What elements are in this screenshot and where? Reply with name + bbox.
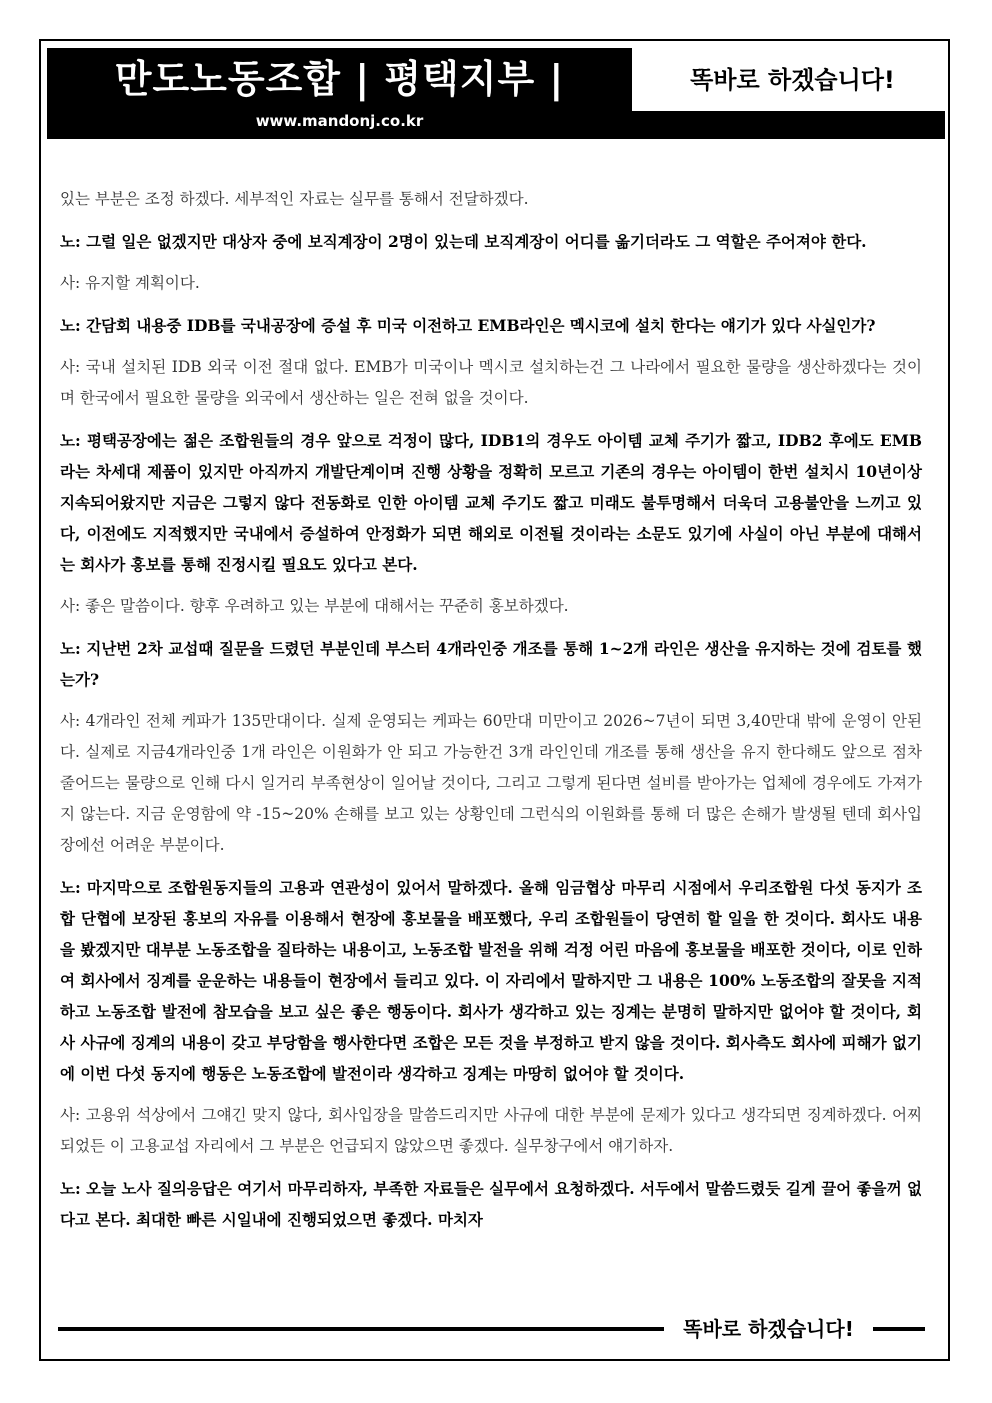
paragraph-company: 사: 고용위 석상에서 그얘긴 맞지 않다, 회사입장을 말씀드리지만 사규에 대한 부분에 문제가 있다고 생각되면 징계하겠다. 어찌되었든 이 고용교섭 자리에서 그 부분은 언급되지 않았으면 좋겠다. 실무창구에서 얘기하자. (60, 1106, 922, 1155)
paragraph-union: 노: 마지막으로 조합원동지들의 고용과 연관성이 있어서 말하겠다. 올해 임금협상 마무리 시점에서 우리조합원 다섯 동지가 조합 단협에 보장된 홍보의 자유를 이용해서 현장에 홍보물을 배포했다, 우리 조합원들이 당연히 할 일을 한 것이다. 회사도 내용을 봤겠지만 대부분 노동조합을 질타하는 내용이고, 노동조합 발전을 위해 걱정 어린 마음에 홍보물을 배포한 것이다, 이로 인하여 회사에서 징계를 운운하는 내용들이 현장에서 들리고 있다. 이 자리에서 말하지만 그 내용은 100% 노동조합의 잘못을 지적하고 노동조합 발전에 참모습을 보고 싶은 좋은 행동이다. 회사가 생각하고 있는 징계는 분명히 말하지만 없어야 할 것이다, 회사 사규에 징계의 내용이 갖고 부당함을 행사한다면 조합은 모든 것을 부정하고 받지 않을 것이다. 회사측도 회사에 피해가 없기에 이번 다섯 동지에 행동은 노동조합에 발전이라 생각하고 징계는 마땅히 없어야 할 것이다. (60, 878, 922, 1083)
paragraph-company: 사: 좋은 말씀이다. 향후 우려하고 있는 부분에 대해서는 꾸준히 홍보하겠다. (60, 597, 569, 615)
paragraph-company: 사: 국내 설치된 IDB 외국 이전 절대 없다. EMB가 미국이나 멕시코 설치하는건 그 나라에서 필요한 물량을 생산하겠다는 것이며 한국에서 필요한 물량을 외국에서 생산하는 일은 전혀 없을 것이다. (60, 358, 922, 407)
footer-rule-left (58, 1327, 664, 1331)
paragraph-union: 노: 평택공장에는 젊은 조합원들의 경우 앞으로 걱정이 많다, IDB1의 경우도 아이템 교체 주기가 짧고, IDB2 후에도 EMB라는 차세대 제품이 있지만 아직까지 개발단계이며 진행 상황을 정확히 모르고 기존의 경우는 아이템이 한번 설치시 10년이상 지속되어왔지만 지금은 그렇지 않다 전동화로 인한 아이템 교체 주기도 짧고 미래도 불투명해서 더욱더 고용불안을 느끼고 있다, 이전에도 지적했지만 국내에서 증설하여 안정화가 되면 해외로 이전될 것이라는 소문도 있기에 사실이 아닌 부분에 대해서는 회사가 홍보를 통해 진정시킬 필요도 있다고 본다. (60, 431, 922, 574)
paragraph-company: 사: 유지할 계획이다. (60, 274, 200, 292)
paragraph-union: 노: 오늘 노사 질의응답은 여기서 마무리하자, 부족한 자료들은 실무에서 요청하겠다. 서두에서 말씀드렸듯 길게 끌어 좋을꺼 없다고 본다. 최대한 빠른 시일내에 진행되었으면 좋겠다. 마치자 (60, 1179, 922, 1229)
article-body (60, 184, 922, 1235)
header-slogan: 똑바로 하겠습니다! (690, 66, 895, 94)
paragraph-union: 노: 간담회 내용중 IDB를 국내공장에 증설 후 미국 이전하고 EMB라인은 멕시코에 설치 한다는 얘기가 있다 사실인가? (60, 316, 876, 335)
footer-slogan: 똑바로 하겠습니다! (683, 1317, 854, 1341)
paragraph-union: 노: 그럴 일은 없겠지만 대상자 중에 보직계장이 2명이 있는데 보직계장이 어디를 옮기더라도 그 역할은 주어져야 한다. (60, 232, 867, 251)
footer-rule-right (873, 1327, 925, 1331)
org-title: 만도노동조합 | 평택지부 | (114, 57, 565, 101)
paragraph-company: 사: 4개라인 전체 케파가 135만대이다. 실제 운영되는 케파는 60만대 미만이고 2026~7년이 되면 3,40만대 밖에 운영이 안된다. 실제로 지금4개라인중 1개 라인은 이원화가 안 되고 가능한건 3개 라인인데 개조를 통해 생산을 유지 한다해도 앞으로 점차 줄어드는 물량으로 인해 다시 일거리 부족현상이 일어날 것이다, 그리고 그렇게 된다면 설비를 받아가는 업체에 경우에도 가져가지 않는다. 지금 운영함에 약 -15~20% 손해를 보고 있는 상황인데 그런식의 이원화를 통해 더 많은 손해가 발생될 텐데 회사입장에선 어려운 부분이다. (60, 712, 922, 854)
site-url: www.mandonj.co.kr (255, 112, 424, 130)
paragraph-company: 있는 부분은 조정 하겠다. 세부적인 자료는 실무를 통해서 전달하겠다. (60, 190, 529, 208)
paragraph-union: 노: 지난번 2차 교섭때 질문을 드렸던 부분인데 부스터 4개라인중 개조를 통해 1~2개 라인은 생산을 유지하는 것에 검토를 했는가? (60, 639, 922, 689)
